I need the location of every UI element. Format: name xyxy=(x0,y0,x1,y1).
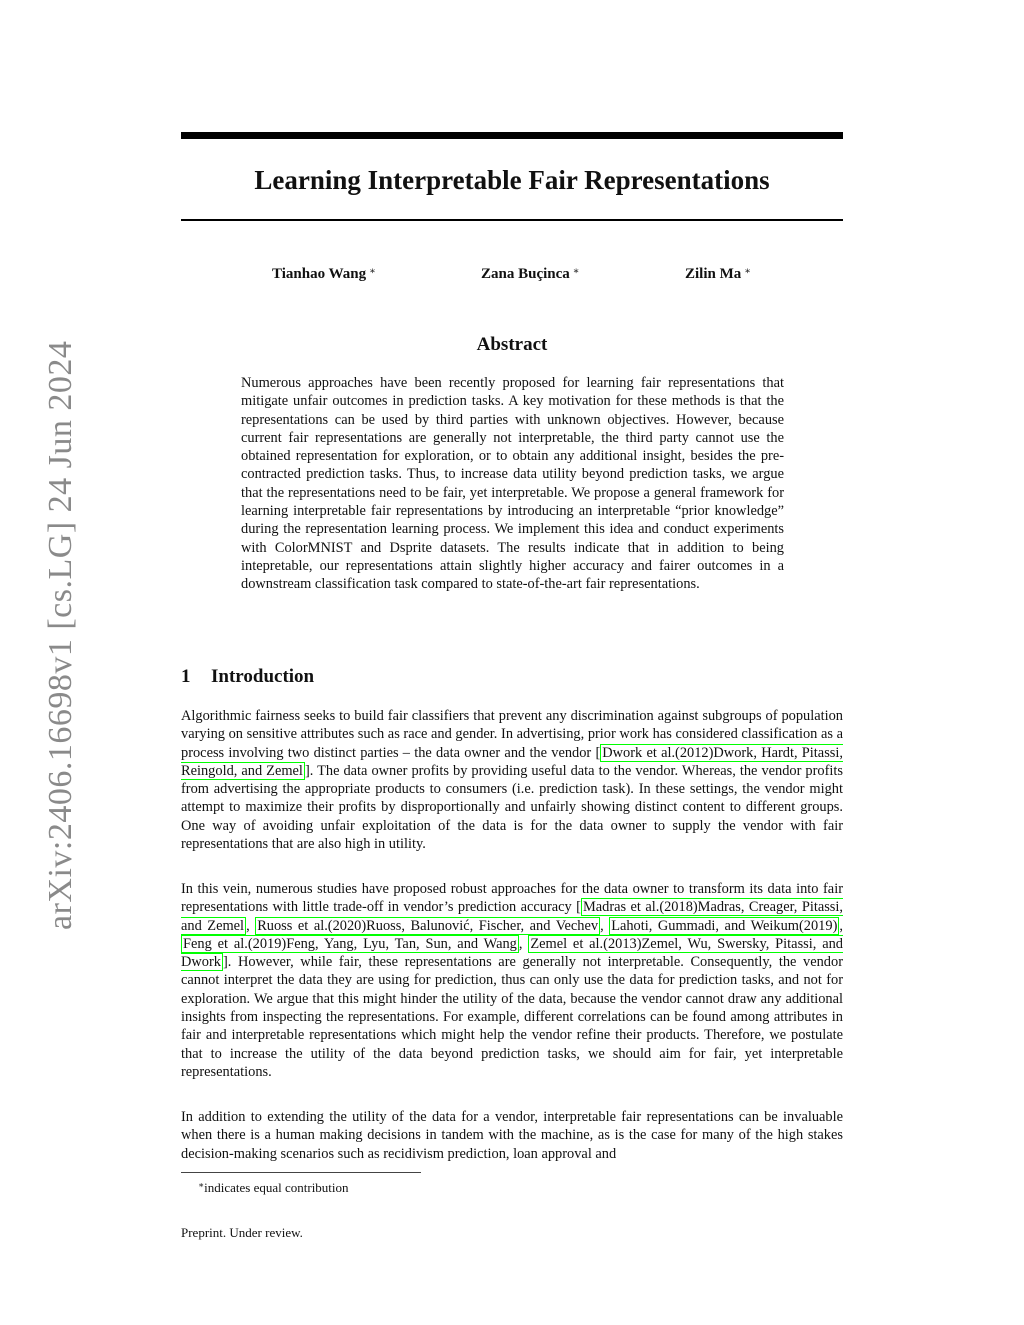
abstract-text: Numerous approaches have been recently proposed for learning fair representations that mitigate unfair outcomes in prediction tasks. A key motivation for these methods is that the representations can be used by third parties with unknown objectives. However, because current fair representations are generally not interpretable, the third party cannot use the obtained representation for exploration, or to obtain any additional insight, besides the pre-contracted prediction tasks. Thus, to increase data utility beyond prediction tasks, we argue that the representations need to be fair, yet interpretable. We propose a general framework for learning interpretable fair representations by introducing an interpretable “prior knowledge” during the representation learning process. We implement this idea and conduct experiments with ColorMNIST and Dsprite datasets. The results indicate that in addition to being intepretable, our representations attain slightly higher accuracy and fairer outcomes in a downstream classification task compared to state-of-the-art fair representations. xyxy=(241,375,784,593)
paragraph-text: Algorithmic fairness seeks to build fair classifiers that prevent any discrimination against subgroups of population varying on sensitive attributes such as race and gender. In advertising, prior work has considered classification as a process involving two distinct parties – the data owner and the vendor [ xyxy=(181,708,843,761)
citation-link[interactable]: Feng et al.(2019)Feng, Yang, Lyu, Tan, Sun, and Wang xyxy=(183,935,517,952)
arxiv-identifier: arXiv:2406.16698v1 [cs.LG] 24 Jun 2024 xyxy=(42,340,79,930)
author-2 xyxy=(481,266,580,283)
author-name: Zana Buçinca xyxy=(481,266,570,282)
section-number: 1 xyxy=(181,666,191,687)
author-mark: ∗ xyxy=(744,266,752,277)
footnote-mark: ∗ xyxy=(198,1180,205,1190)
citation-link[interactable]: Zemel et al.(2013)Zemel, Wu, Swersky, Pitassi, and Dwork xyxy=(181,935,843,971)
citation-separator: , xyxy=(839,917,843,934)
abstract-heading: Abstract xyxy=(476,334,548,355)
citation-separator: , xyxy=(246,917,256,934)
citation-link[interactable]: Ruoss et al.(2020)Ruoss, Balunović, Fischer, and Vechev xyxy=(257,917,599,934)
intro-paragraph-3: In addition to extending the utility of the data for a vendor, interpretable fair representations can be invaluable when there is a human making decisions in tandem with the machine, as is the case for many of the high stakes decision-making scenarios such as recidivism prediction, loan approval and xyxy=(181,1109,843,1162)
intro-paragraph-2 xyxy=(181,880,843,1081)
intro-paragraph-1 xyxy=(181,707,843,853)
footnote xyxy=(198,1176,349,1197)
citation-link[interactable]: Dwork et al.(2012)Dwork, Hardt, Pitassi, Reingold, and Zemel xyxy=(181,744,843,779)
paper-title: Learning Interpretable Fair Representations xyxy=(254,165,770,195)
paragraph-text: In this vein, numerous studies have proposed robust approaches for the data owner to transform its data into fair representations with little trade-off in vendor’s prediction accuracy [ xyxy=(181,881,843,916)
author-name: Tianhao Wang xyxy=(272,266,367,282)
author-name: Zilin Ma xyxy=(685,266,742,282)
paragraph-text: ]. However, while fair, these representations are generally not interpretable. Consequently, the vendor cannot interpret the data they are using for prediction, thus can only use the data for prediction tasks, and not for exploration. We argue that this might hinder the utility of the data, because the vendor cannot draw any additional insights from inspecting the representations. For example, different correlations can be found among attributes in fair and interpretable representations which might help the vendor refine their products. Therefore, we postulate that to increase the utility of the data beyond prediction tasks, we should aim for fair, yet interpretable representations. xyxy=(181,954,843,1080)
citation-link[interactable]: Madras et al.(2018)Madras, Creager, Pitassi, and Zemel xyxy=(181,899,843,934)
paragraph-text: ]. The data owner profits by providing useful data to the vendor. Whereas, the vendor profits from advertising the appropriate products to consumers (i.e. prediction task). In these settings, the vendor might attempt to maximize their profits by disproportionally and unfairly showing distinct content to different groups. One way of avoiding unfair exploitation of the data is for the data owner to supply the vendor with fair representations that are also high in utility. xyxy=(181,762,844,853)
citation-separator: , xyxy=(518,935,529,952)
author-mark: ∗ xyxy=(369,266,376,277)
citation-separator: , xyxy=(600,917,610,934)
section-title: Introduction xyxy=(211,666,315,687)
author-3 xyxy=(685,266,751,283)
section-heading xyxy=(181,664,314,690)
title-top-rule xyxy=(181,132,843,139)
citation-link[interactable]: Lahoti, Gummadi, and Weikum(2019) xyxy=(611,917,838,934)
author-list xyxy=(181,266,843,290)
preprint-notice: Preprint. Under review. xyxy=(181,1225,303,1240)
footnote-rule xyxy=(181,1172,421,1173)
author-mark: ∗ xyxy=(572,266,580,277)
footnote-text: indicates equal contribution xyxy=(204,1180,349,1195)
author-1 xyxy=(272,266,376,283)
title-bottom-rule xyxy=(181,219,843,221)
